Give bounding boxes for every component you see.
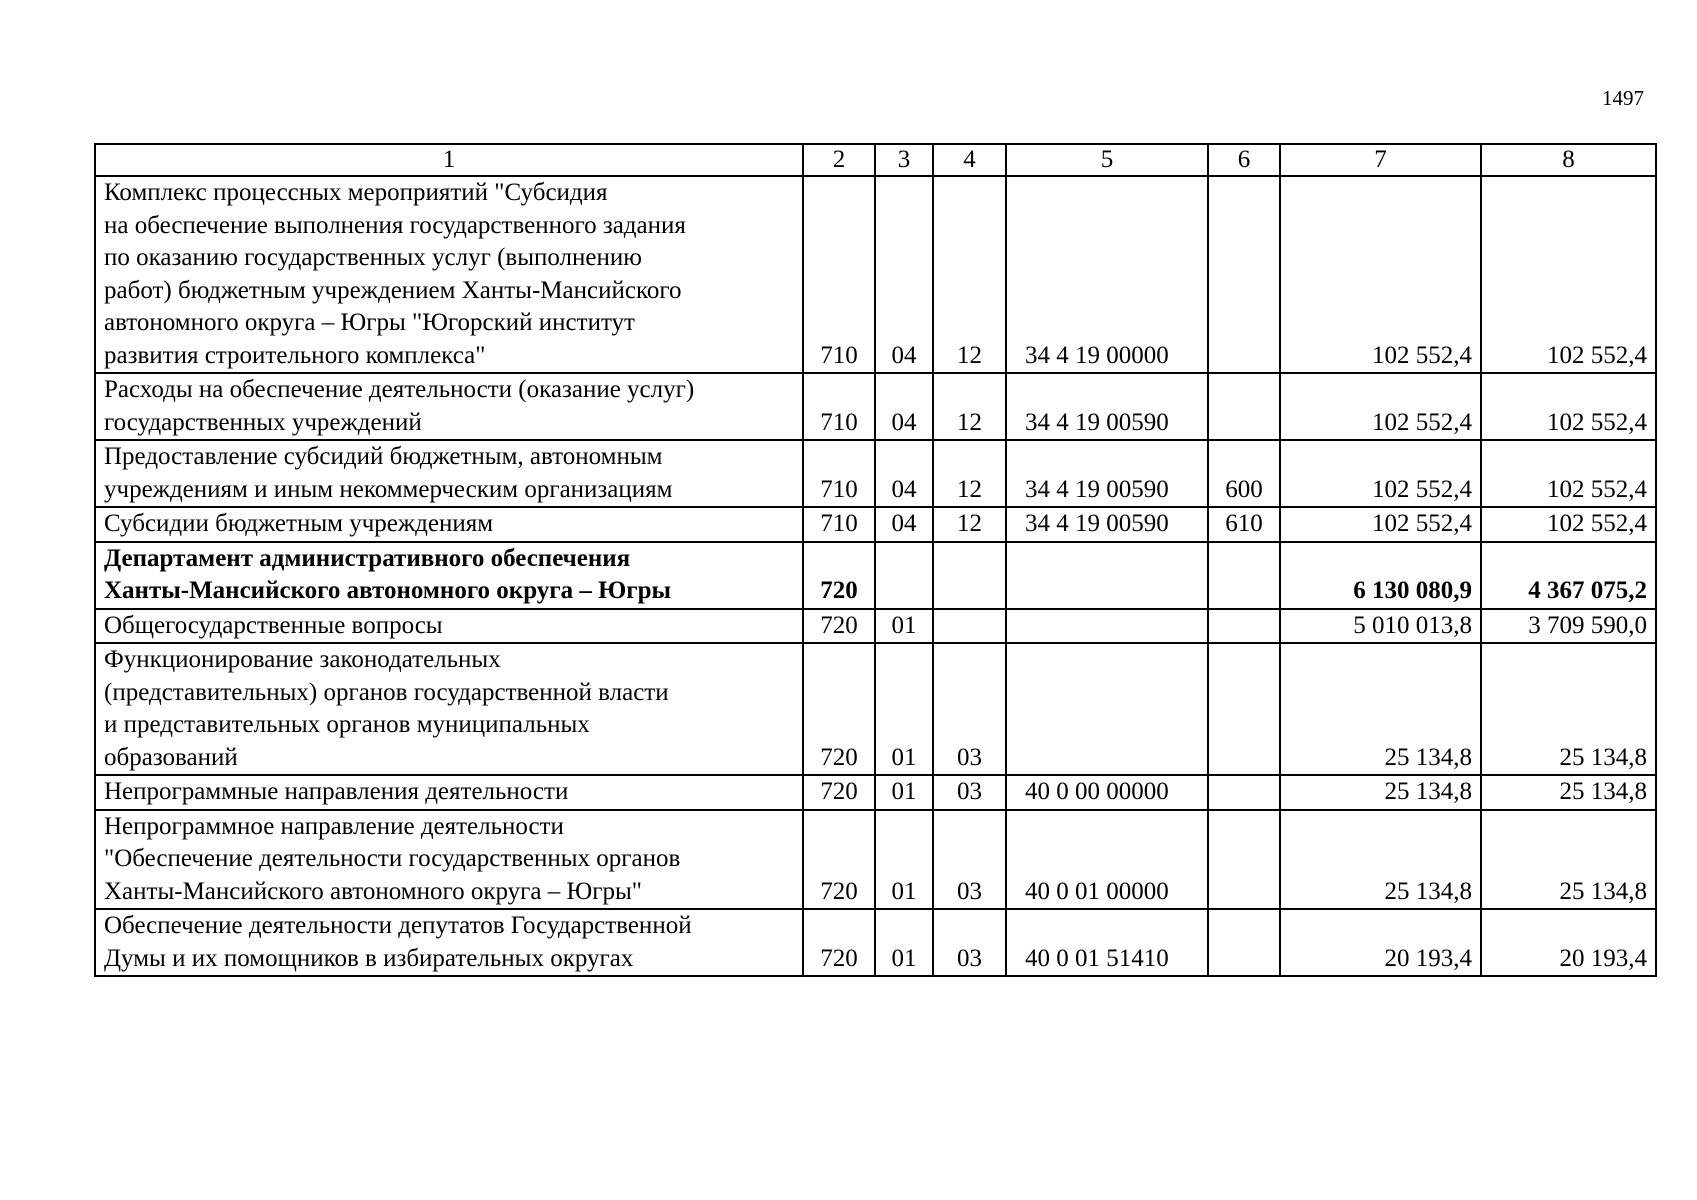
table-row <box>95 507 1656 542</box>
row-col-4: 12 <box>933 176 1006 373</box>
row-col-8: 102 552,4 <box>1481 507 1656 542</box>
row-col-7: 6 130 080,9 <box>1280 542 1481 609</box>
header-cell: 5 <box>1006 144 1208 176</box>
table-row <box>95 909 1656 976</box>
row-name: Расходы на обеспечение деятельности (оказание услуг) государственных учреждений <box>95 373 803 440</box>
row-col-5 <box>1006 643 1208 775</box>
row-col-6 <box>1208 909 1280 976</box>
row-col-6: 600 <box>1208 440 1280 507</box>
row-col-4: 03 <box>933 775 1006 810</box>
row-col-2: 710 <box>803 440 875 507</box>
row-col-7: 20 193,4 <box>1280 909 1481 976</box>
table-row <box>95 440 1656 507</box>
row-col-6 <box>1208 775 1280 810</box>
row-col-2: 710 <box>803 507 875 542</box>
row-col-3: 01 <box>875 810 933 910</box>
row-col-5: 40 0 01 51410 <box>1006 909 1208 976</box>
row-col-5: 34 4 19 00000 <box>1006 176 1208 373</box>
row-col-3: 01 <box>875 909 933 976</box>
row-col-4: 03 <box>933 810 1006 910</box>
row-name: Общегосударственные вопросы <box>95 609 803 644</box>
row-col-8: 102 552,4 <box>1481 440 1656 507</box>
row-col-3: 04 <box>875 507 933 542</box>
row-col-6 <box>1208 810 1280 910</box>
row-col-7: 102 552,4 <box>1280 507 1481 542</box>
header-cell: 6 <box>1208 144 1280 176</box>
row-col-3 <box>875 542 933 609</box>
row-col-5: 34 4 19 00590 <box>1006 507 1208 542</box>
row-col-8: 20 193,4 <box>1481 909 1656 976</box>
row-col-4: 12 <box>933 440 1006 507</box>
row-col-8: 25 134,8 <box>1481 643 1656 775</box>
table-row <box>95 609 1656 644</box>
row-col-3: 04 <box>875 440 933 507</box>
row-col-5: 40 0 01 00000 <box>1006 810 1208 910</box>
row-col-3: 01 <box>875 643 933 775</box>
row-col-7: 25 134,8 <box>1280 775 1481 810</box>
header-cell: 8 <box>1481 144 1656 176</box>
table-row <box>95 775 1656 810</box>
row-col-7: 102 552,4 <box>1280 176 1481 373</box>
header-cell: 2 <box>803 144 875 176</box>
row-col-6 <box>1208 176 1280 373</box>
row-name: Функционирование законодательных (представительных) органов государственной власти и представительных органов муниципальных образований <box>95 643 803 775</box>
header-cell: 1 <box>95 144 803 176</box>
row-col-2: 710 <box>803 176 875 373</box>
row-col-2: 710 <box>803 373 875 440</box>
row-col-5 <box>1006 542 1208 609</box>
table-row-department <box>95 542 1656 609</box>
table-row <box>95 176 1656 373</box>
row-col-3: 04 <box>875 373 933 440</box>
row-col-8: 3 709 590,0 <box>1481 609 1656 644</box>
row-name: Комплекс процессных мероприятий "Субсидия на обеспечение выполнения государственного задания по оказанию государственных услуг (выполнению работ) бюджетным учреждением Ханты-Мансийского автономного округа – Югры "Югорский институт развития строительного комплекса" <box>95 176 803 373</box>
row-col-7: 25 134,8 <box>1280 643 1481 775</box>
row-col-5 <box>1006 609 1208 644</box>
table-row <box>95 373 1656 440</box>
row-col-6: 610 <box>1208 507 1280 542</box>
row-col-5: 34 4 19 00590 <box>1006 373 1208 440</box>
row-col-2: 720 <box>803 609 875 644</box>
row-col-5: 40 0 00 00000 <box>1006 775 1208 810</box>
row-col-7: 102 552,4 <box>1280 440 1481 507</box>
header-cell: 7 <box>1280 144 1481 176</box>
row-col-8: 4 367 075,2 <box>1481 542 1656 609</box>
row-col-5: 34 4 19 00590 <box>1006 440 1208 507</box>
row-col-6 <box>1208 542 1280 609</box>
row-col-7: 102 552,4 <box>1280 373 1481 440</box>
header-cell: 3 <box>875 144 933 176</box>
budget-table <box>94 143 1657 977</box>
row-name: Непрограммные направления деятельности <box>95 775 803 810</box>
row-name: Предоставление субсидий бюджетным, автономным учреждениям и иным некоммерческим организациям <box>95 440 803 507</box>
row-col-7: 5 010 013,8 <box>1280 609 1481 644</box>
table-header-row <box>95 144 1656 176</box>
row-col-2: 720 <box>803 810 875 910</box>
row-col-6 <box>1208 609 1280 644</box>
row-col-2: 720 <box>803 775 875 810</box>
row-col-3: 04 <box>875 176 933 373</box>
row-col-3: 01 <box>875 775 933 810</box>
row-col-8: 25 134,8 <box>1481 775 1656 810</box>
row-col-6 <box>1208 643 1280 775</box>
row-col-6 <box>1208 373 1280 440</box>
row-col-4: 03 <box>933 643 1006 775</box>
row-col-2: 720 <box>803 542 875 609</box>
row-col-4 <box>933 609 1006 644</box>
table-row <box>95 810 1656 910</box>
row-col-2: 720 <box>803 643 875 775</box>
row-col-4: 12 <box>933 373 1006 440</box>
row-col-8: 25 134,8 <box>1481 810 1656 910</box>
row-col-4 <box>933 542 1006 609</box>
table-row <box>95 643 1656 775</box>
row-col-4: 12 <box>933 507 1006 542</box>
row-name: Департамент административного обеспечения Ханты-Мансийского автономного округа – Югры <box>95 542 803 609</box>
page-number: 1497 <box>1602 86 1644 110</box>
row-col-8: 102 552,4 <box>1481 176 1656 373</box>
row-col-2: 720 <box>803 909 875 976</box>
row-col-4: 03 <box>933 909 1006 976</box>
row-col-3: 01 <box>875 609 933 644</box>
row-name: Обеспечение деятельности депутатов Государственной Думы и их помощников в избирательных округах <box>95 909 803 976</box>
row-col-7: 25 134,8 <box>1280 810 1481 910</box>
row-name: Непрограммное направление деятельности "Обеспечение деятельности государственных органов Ханты-Мансийского автономного округа – Югры" <box>95 810 803 910</box>
row-col-8: 102 552,4 <box>1481 373 1656 440</box>
row-name: Субсидии бюджетным учреждениям <box>95 507 803 542</box>
header-cell: 4 <box>933 144 1006 176</box>
